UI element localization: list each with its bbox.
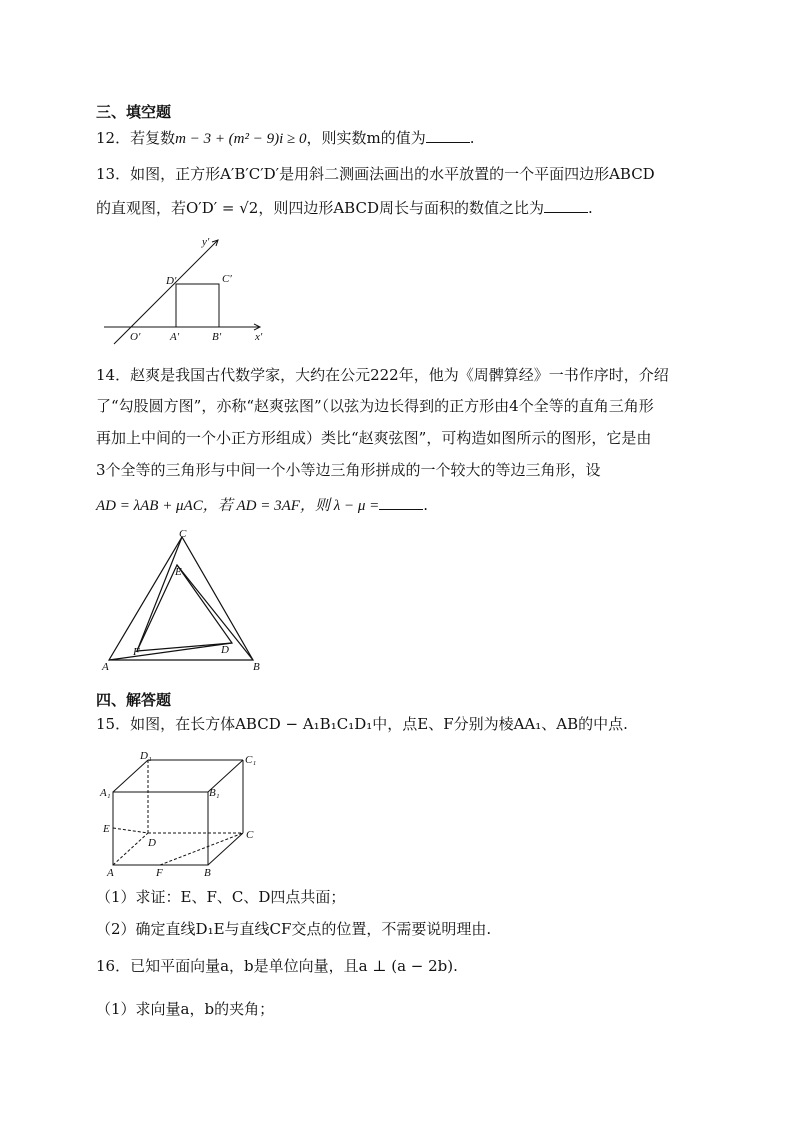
q12-math: m − 3 + (m² − 9)i ≥ 0: [175, 131, 307, 147]
q15-label-D1: D₁: [140, 750, 152, 762]
q16-line1: 16．已知平面向量a，b是单位向量，且a ⊥ (a − 2b).: [96, 957, 458, 975]
q15-label-A: A: [107, 867, 114, 879]
q15-label-D: D: [148, 837, 156, 849]
q15-label-A1: A₁: [100, 787, 111, 799]
q15-label-E: E: [103, 823, 110, 835]
q14-line3: 再加上中间的一个小正方形组成）类比“赵爽弦图”，可构造如图所示的图形，它是由: [96, 429, 652, 447]
q13-label-C: C′: [222, 273, 232, 285]
section-answer-heading: 四、解答题: [96, 691, 172, 709]
q13-label-y: y′: [202, 236, 210, 248]
q14-vector-equation: AD = λAB + μAC，若 AD = 3AF，则 λ − μ =: [96, 498, 380, 514]
q13-line2: [96, 197, 593, 219]
q15-sub2: （2）确定直线D₁E与直线CF交点的位置，不需要说明理由.: [96, 920, 492, 938]
section-fill-blank-heading: 三、填空题: [96, 103, 172, 121]
q14-line4: 3个全等的三角形与中间一个小等边三角形拼成的一个较大的等边三角形，设: [96, 461, 601, 479]
q13-end: .: [587, 199, 593, 217]
q14-line1: 14．赵爽是我国古代数学家，大约在公元222年，他为《周髀算经》一书作序时，介绍: [96, 366, 669, 384]
q12-pre: 若复数: [130, 129, 176, 147]
q13-label-D: D′: [166, 275, 177, 287]
q14-label-A: A: [102, 661, 109, 673]
q14-label-F: F: [133, 646, 140, 658]
q14-label-D: D: [221, 644, 229, 656]
q15-line1: 15．如图，在长方体ABCD − A₁B₁C₁D₁中，点E、F分别为棱AA₁、AB的中点.: [96, 715, 628, 733]
question-12: [96, 127, 475, 150]
q15-label-B1: B₁: [209, 787, 220, 799]
q15-sub1: （1）求证：E、F、C、D四点共面；: [96, 888, 346, 906]
q12-number: 12．: [96, 129, 131, 147]
q13-label-A: A′: [170, 331, 180, 343]
q14-label-B: B: [253, 661, 260, 673]
q15-label-B: B: [204, 867, 211, 879]
q13-line2-text: 的直观图，若O′D′ = √2，则四边形ABCD周长与面积的数值之比为: [96, 199, 544, 217]
q13-label-x: x′: [255, 331, 263, 343]
q15-label-F: F: [156, 867, 163, 879]
q14-figure: [100, 528, 265, 673]
q14-label-E: E: [175, 566, 182, 578]
q13-answer-blank[interactable]: [544, 198, 588, 213]
q14-label-C: C: [179, 528, 187, 540]
q15-label-C1: C₁: [245, 754, 257, 766]
q14-line2: 了“勾股圆方图”，亦称“赵爽弦图”（以弦为边长得到的正方形由4个全等的直角三角形: [96, 397, 654, 415]
q16-sub1: （1）求向量a，b的夹角；: [96, 1000, 275, 1018]
q12-post: ，则实数m的值为: [306, 129, 426, 147]
q14-line5: [96, 494, 428, 517]
q13-label-B: B′: [212, 331, 222, 343]
q13-label-O: O′: [130, 331, 141, 343]
q15-figure: [98, 745, 263, 880]
q15-label-C: C: [246, 829, 254, 841]
q13-figure: [100, 232, 270, 347]
q12-end: .: [469, 129, 475, 147]
q14-answer-blank[interactable]: [379, 495, 423, 510]
q13-line1: 13．如图，正方形A′B′C′D′是用斜二测画法画出的水平放置的一个平面四边形ABCD: [96, 165, 655, 183]
q12-answer-blank[interactable]: [426, 128, 470, 143]
q14-end: .: [423, 496, 429, 514]
